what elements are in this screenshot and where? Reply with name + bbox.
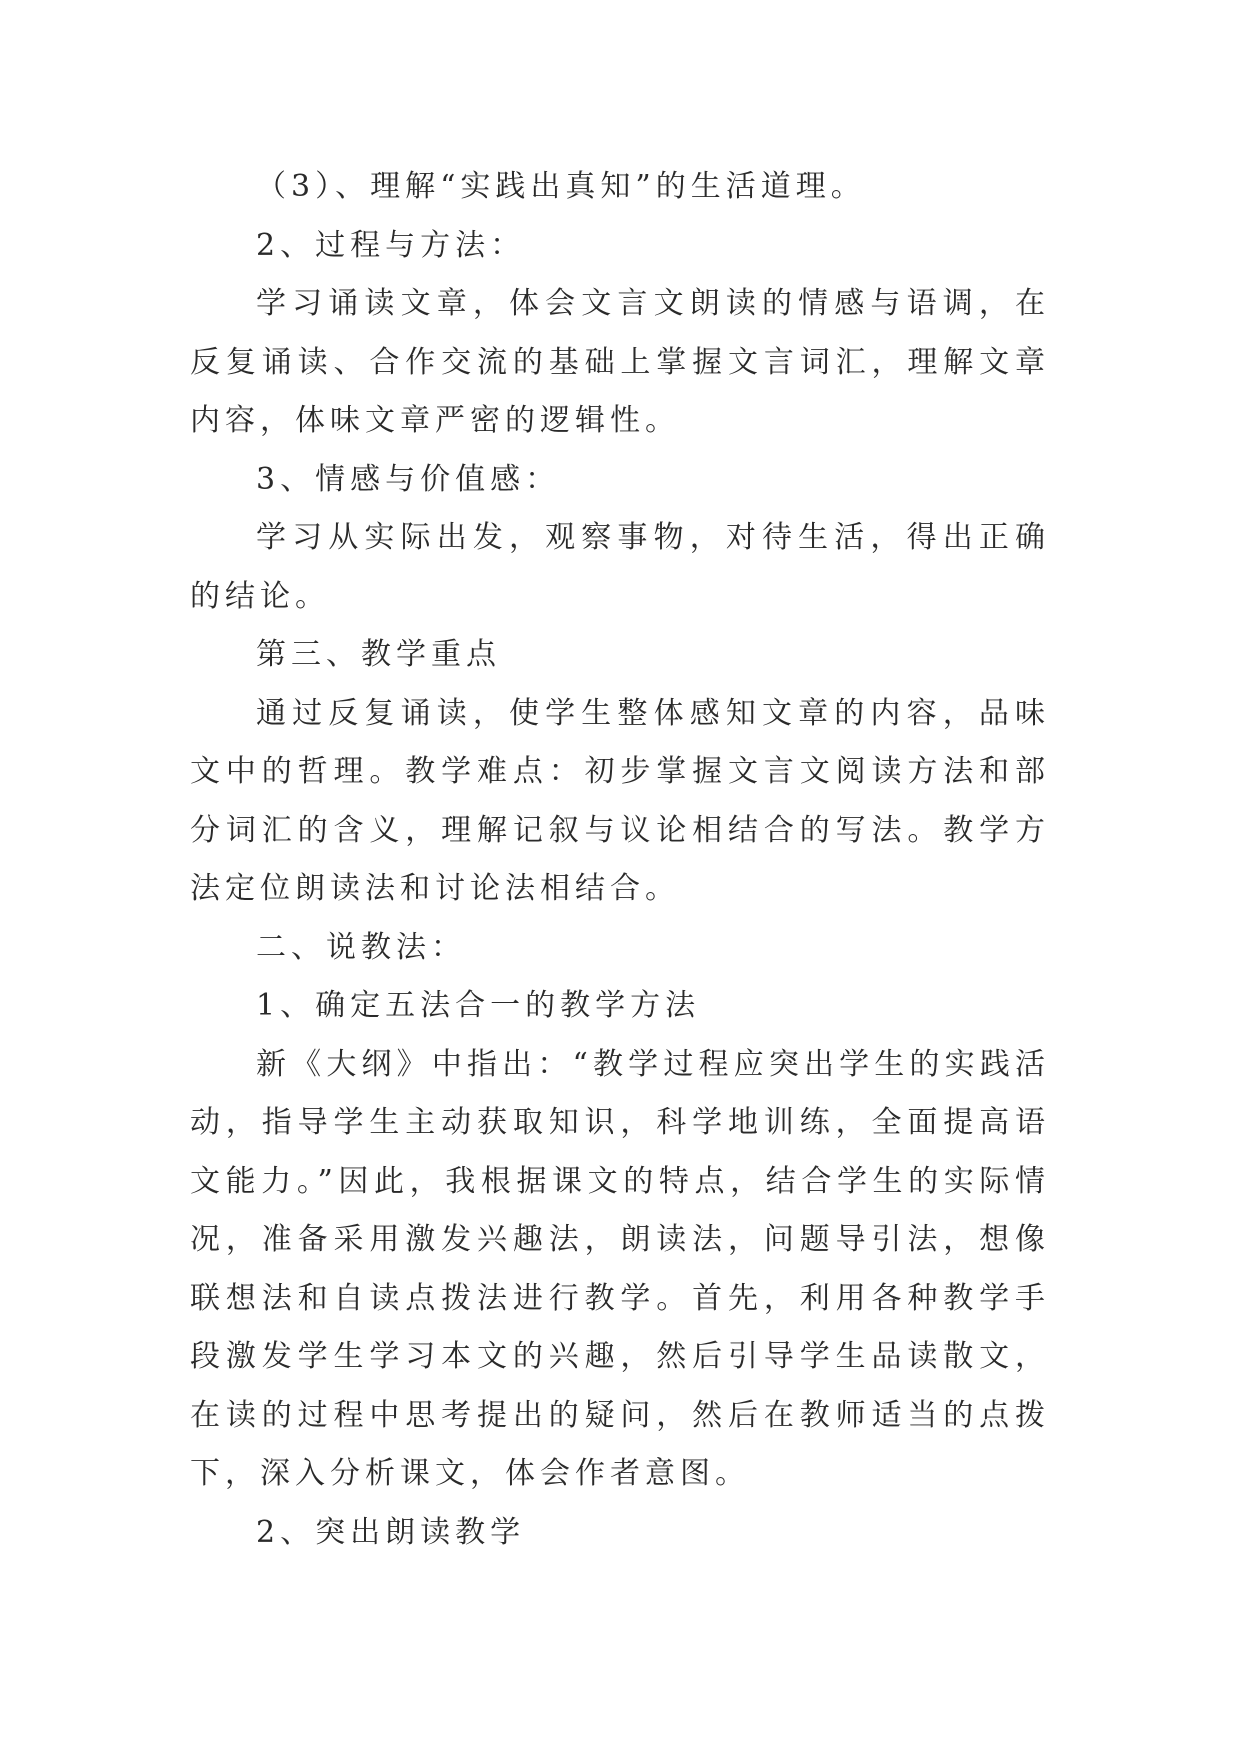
paragraph-process-and-method: 学习诵读文章，体会文言文朗读的情感与语调，在反复诵读、合作交流的基础上掌握文言词汇，理解文章内容，体味文章严密的逻辑性。	[190, 286, 1050, 438]
paragraph-teaching-focus: 通过反复诵读，使学生整体感知文章的内容，品味文中的哲理。教学难点：初步掌握文言文阅读方法和部分词汇的含义，理解记叙与议论相结合的写法。教学方法定位朗读法和讨论法相结合。	[190, 695, 1050, 906]
heading-teaching-focus: 第三、教学重点	[256, 637, 501, 672]
heading-teaching-methods: 二、说教法：	[256, 929, 466, 965]
paragraph-objective-3: （3）、理解“实践出真知”的生活道理。	[256, 169, 866, 204]
heading-five-methods: 1、确定五法合一的教学方法	[256, 988, 701, 1023]
paragraph-syllabus-methods: 新《大纲》中指出：“教学过程应突出学生的实践活动，指导学生主动获取知识，科学地训练，全面提高语文能力。”因此，我根据课文的特点，结合学生的实际情况，准备采用激发兴趣法，朗读法，问题导引法，想像联想法和自读点拨法进行教学。首先，利用各种教学手段激发学生学习本文的兴趣，然后引导学生品读散文，在读的过程中思考提出的疑问，然后在教师适当的点拨下，深入分析课文，体会作者意图。	[190, 1046, 1050, 1491]
heading-process-and-method: 2、过程与方法：	[256, 227, 526, 263]
heading-reading-teaching: 2、突出朗读教学	[256, 1514, 526, 1550]
paragraph-emotion-and-values: 学习从实际出发，观察事物，对待生活，得出正确的结论。	[190, 520, 1050, 614]
heading-emotion-and-values: 3、情感与价值感：	[256, 461, 561, 497]
document-body	[190, 158, 1050, 1562]
